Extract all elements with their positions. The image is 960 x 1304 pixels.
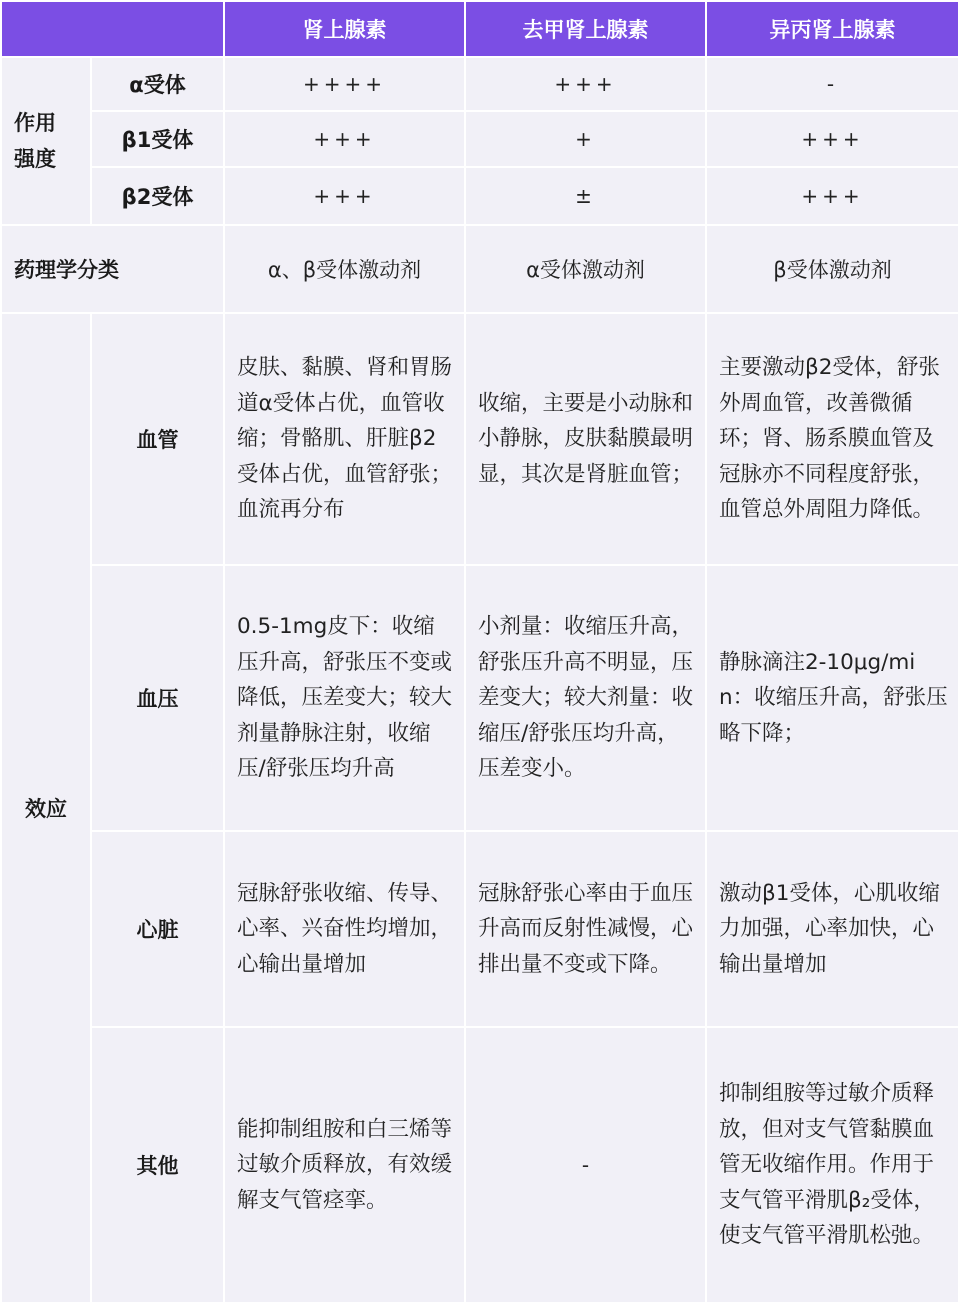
row-label-heart: 心脏 — [91, 831, 224, 1027]
pharmacology-label: 药理学分类 — [1, 225, 224, 313]
cell-bp-isoprenaline: 静脉滴注2-10μg/min：收缩压升高，舒张压略下降； — [706, 565, 959, 831]
cell-beta1-norepinephrine: + — [465, 111, 706, 167]
cell-bp-epinephrine: 0.5-1mg皮下：收缩压升高，舒张压不变或降低，压差变大；较大剂量静脉注射，收缩压/舒张压均升高 — [224, 565, 465, 831]
cell-alpha-isoprenaline: - — [706, 57, 959, 111]
strength-group-line2: 强度 — [14, 147, 56, 171]
cell-bp-norepinephrine: 小剂量：收缩压升高，舒张压升高不明显，压差变大；较大剂量：收缩压/舒张压均升高，压差变小。 — [465, 565, 706, 831]
row-vessels — [1, 313, 959, 565]
cell-beta1-isoprenaline: +++ — [706, 111, 959, 167]
cell-beta2-isoprenaline: +++ — [706, 167, 959, 225]
row-pharmacology — [1, 225, 959, 313]
row-blood-pressure — [1, 565, 959, 831]
row-label-alpha: α受体 — [91, 57, 224, 111]
row-label-vessels: 血管 — [91, 313, 224, 565]
row-label-other: 其他 — [91, 1027, 224, 1303]
row-label-beta1: β1受体 — [91, 111, 224, 167]
cell-vessels-norepinephrine: 收缩，主要是小动脉和小静脉，皮肤黏膜最明显，其次是肾脏血管； — [465, 313, 706, 565]
strength-group-label — [1, 57, 91, 225]
cell-beta1-epinephrine: +++ — [224, 111, 465, 167]
row-heart — [1, 831, 959, 1027]
cell-heart-epinephrine: 冠脉舒张收缩、传导、心率、兴奋性均增加，心输出量增加 — [224, 831, 465, 1027]
row-other — [1, 1027, 959, 1303]
header-row — [1, 1, 959, 57]
cell-heart-norepinephrine: 冠脉舒张心率由于血压升高而反射性减慢，心排出量不变或下降。 — [465, 831, 706, 1027]
cell-other-norepinephrine: - — [465, 1027, 706, 1303]
row-beta1 — [1, 111, 959, 167]
cell-other-isoprenaline: 抑制组胺等过敏介质释放，但对支气管黏膜血管无收缩作用。作用于支气管平滑肌β₂受体，使支气管平滑肌松弛。 — [706, 1027, 959, 1303]
header-epinephrine: 肾上腺素 — [224, 1, 465, 57]
row-label-blood-pressure: 血压 — [91, 565, 224, 831]
cell-beta2-epinephrine: +++ — [224, 167, 465, 225]
header-corner — [1, 1, 224, 57]
cell-other-epinephrine: 能抑制组胺和白三烯等过敏介质释放，有效缓解支气管痉挛。 — [224, 1027, 465, 1303]
cell-class-epinephrine: α、β受体激动剂 — [224, 225, 465, 313]
strength-group-line1: 作用 — [14, 111, 56, 135]
cell-class-norepinephrine: α受体激动剂 — [465, 225, 706, 313]
cell-heart-isoprenaline: 激动β1受体，心肌收缩力加强，心率加快，心输出量增加 — [706, 831, 959, 1027]
cell-beta2-norepinephrine: ± — [465, 167, 706, 225]
row-alpha — [1, 57, 959, 111]
cell-alpha-epinephrine: ++++ — [224, 57, 465, 111]
header-norepinephrine: 去甲肾上腺素 — [465, 1, 706, 57]
row-beta2 — [1, 167, 959, 225]
row-label-beta2: β2受体 — [91, 167, 224, 225]
cell-class-isoprenaline: β受体激动剂 — [706, 225, 959, 313]
header-isoprenaline: 异丙肾上腺素 — [706, 1, 959, 57]
cell-alpha-norepinephrine: +++ — [465, 57, 706, 111]
cell-vessels-epinephrine: 皮肤、黏膜、肾和胃肠道α受体占优，血管收缩；骨骼肌、肝脏β2受体占优，血管舒张；血流再分布 — [224, 313, 465, 565]
effects-group-label: 效应 — [1, 313, 91, 1303]
cell-vessels-isoprenaline: 主要激动β2受体，舒张外周血管，改善微循环；肾、肠系膜血管及冠脉亦不同程度舒张，血管总外周阻力降低。 — [706, 313, 959, 565]
